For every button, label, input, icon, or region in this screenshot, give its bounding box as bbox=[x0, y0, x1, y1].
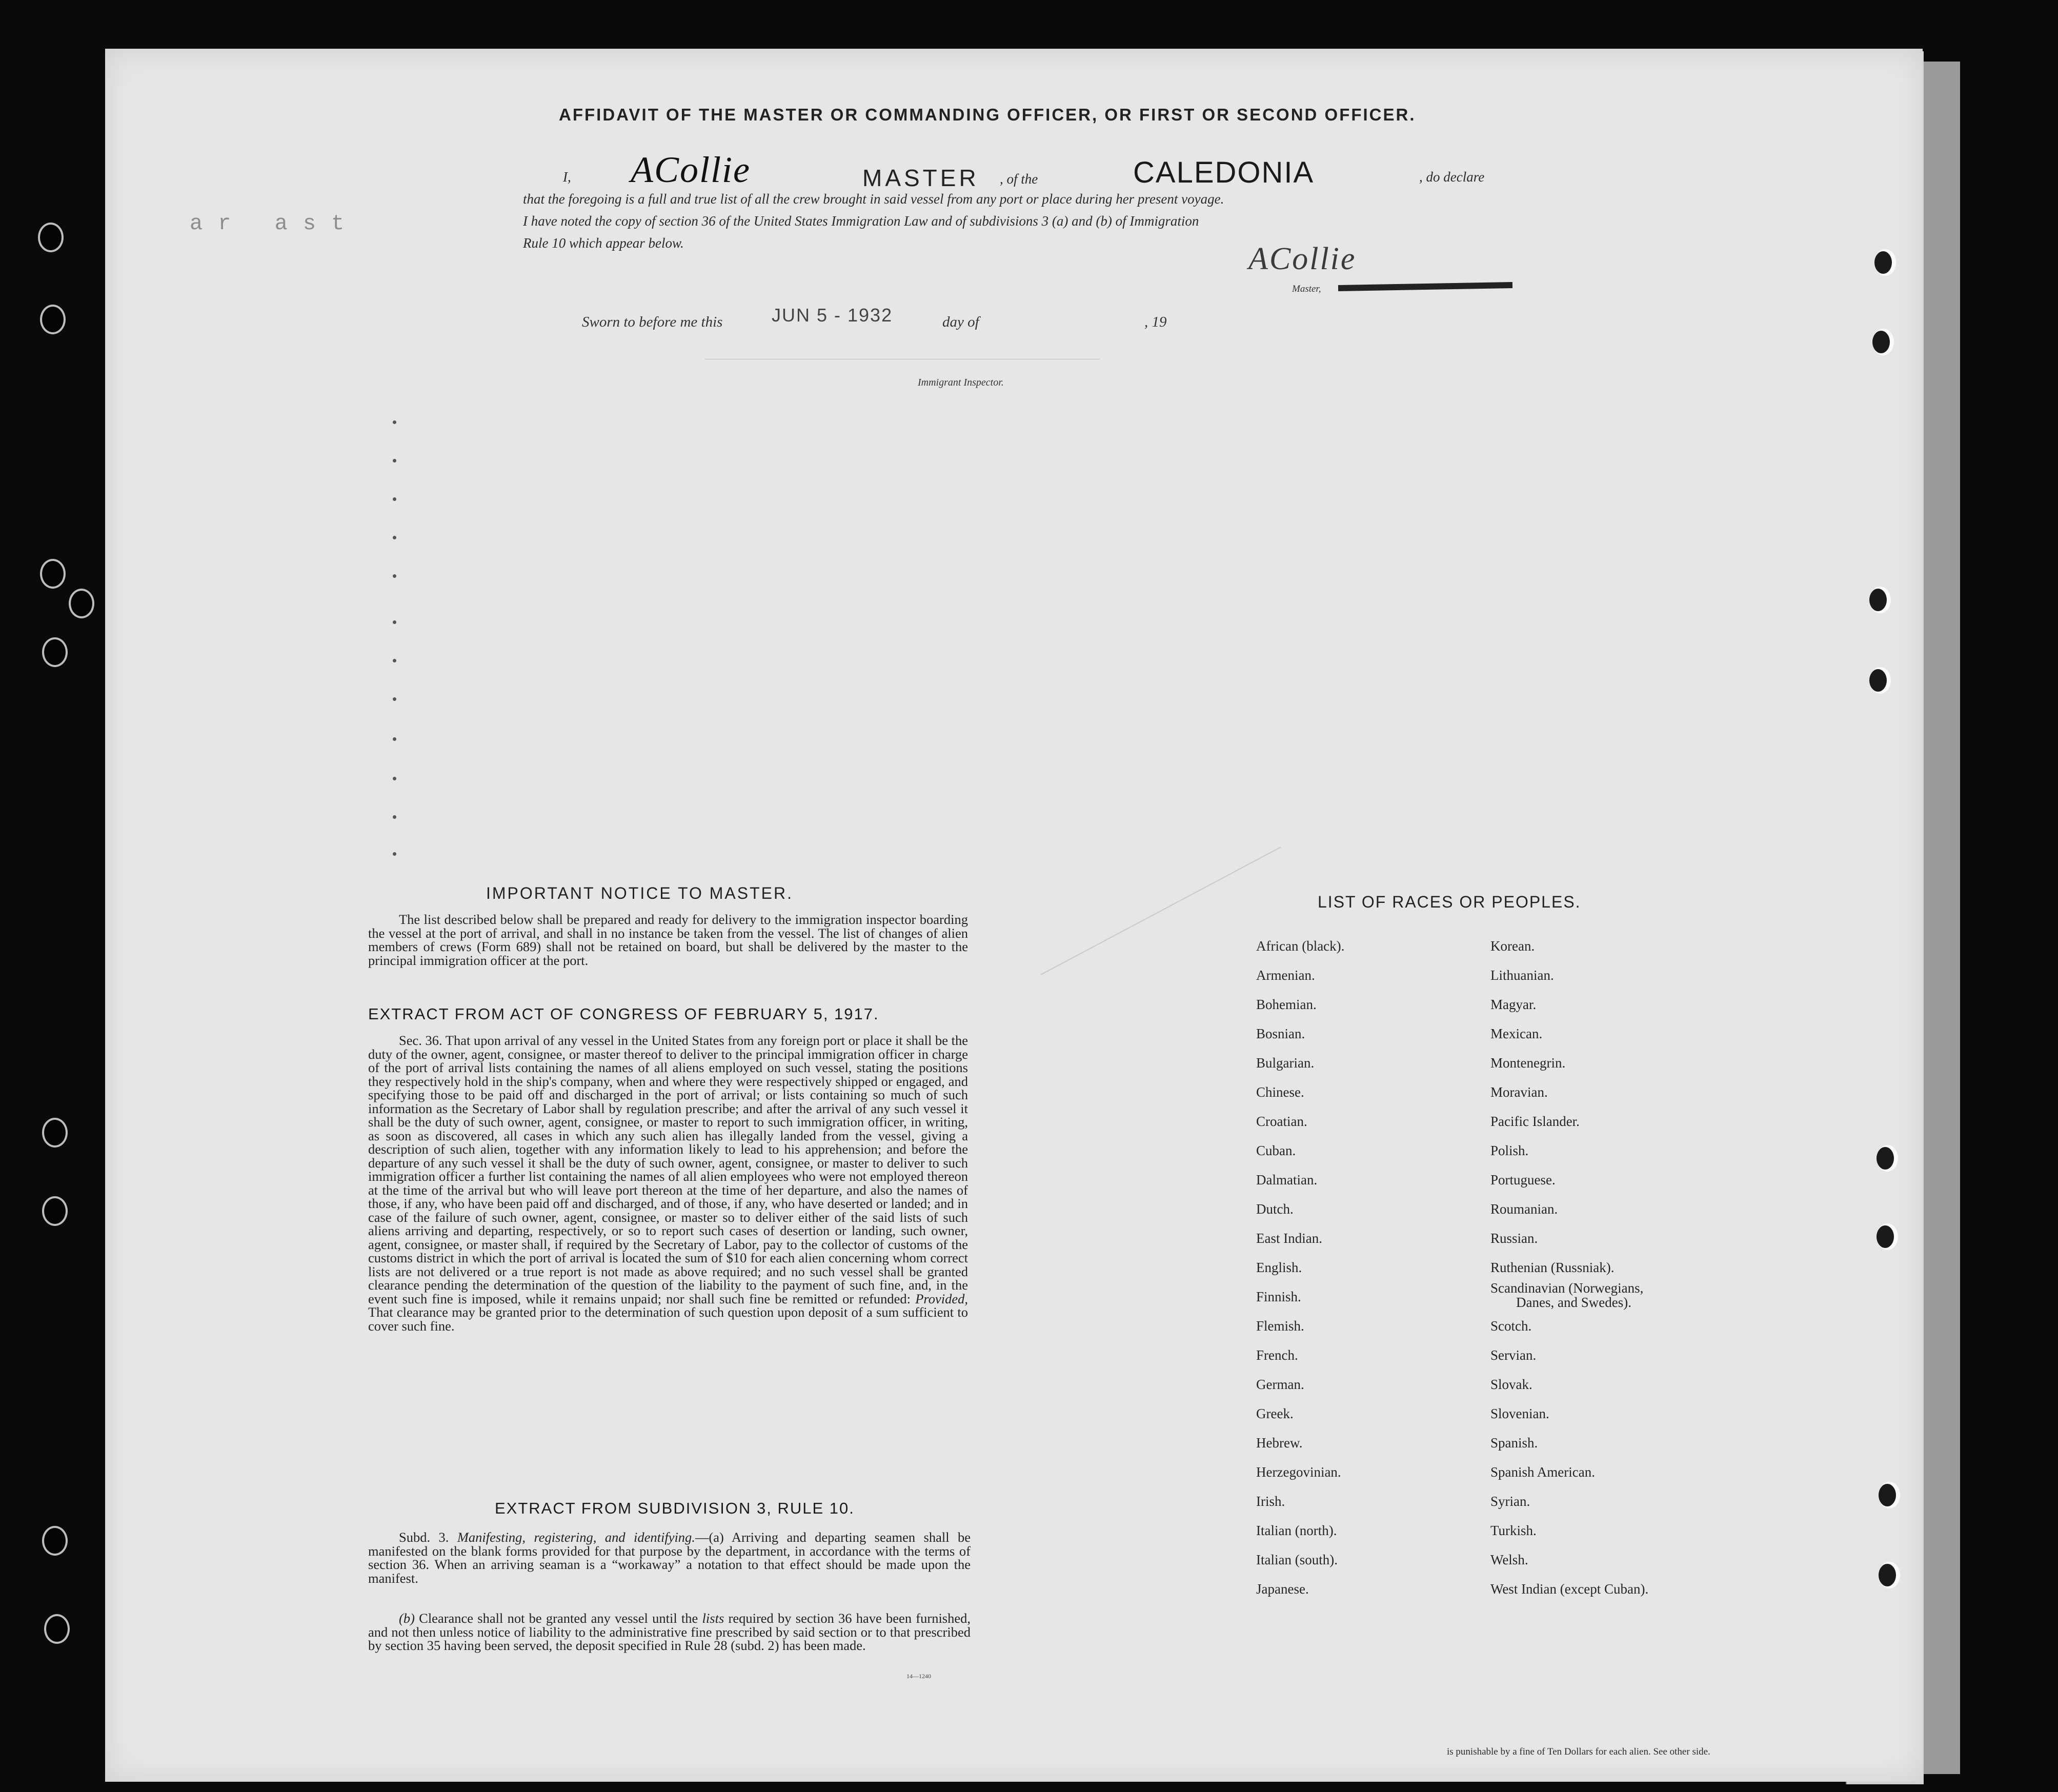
ship-name: CALEDONIA bbox=[1133, 156, 1315, 189]
row-marker bbox=[393, 497, 396, 501]
punch-hole bbox=[71, 591, 92, 616]
race-item: German. bbox=[1256, 1377, 1304, 1392]
punch-hole bbox=[1874, 251, 1892, 274]
punch-hole bbox=[1879, 1564, 1896, 1586]
race-item: Polish. bbox=[1490, 1143, 1529, 1158]
punch-hole bbox=[44, 1120, 66, 1145]
subd-b-label: (b) bbox=[399, 1610, 415, 1626]
race-item: Danes, and Swedes). bbox=[1516, 1295, 1631, 1310]
punch-hole bbox=[42, 561, 64, 587]
master-signature-2: ACollie bbox=[1248, 241, 1357, 276]
notice-title: IMPORTANT NOTICE TO MASTER. bbox=[486, 884, 793, 902]
race-item: Pacific Islander. bbox=[1490, 1114, 1580, 1129]
sworn-label: Sworn to before me this bbox=[582, 314, 723, 330]
punch-hole bbox=[1879, 1484, 1896, 1506]
race-item: Turkish. bbox=[1490, 1523, 1537, 1538]
race-item: Russian. bbox=[1490, 1231, 1538, 1246]
day-of-label: day of bbox=[942, 314, 979, 330]
punch-hole bbox=[1877, 1147, 1894, 1170]
race-item: Flemish. bbox=[1256, 1318, 1304, 1334]
row-marker bbox=[393, 420, 396, 424]
declaration-line-1: that the foregoing is a full and true list of all the crew brought in said vessel from any port or place during her present voyage. bbox=[523, 191, 1224, 207]
race-item: West Indian (except Cuban). bbox=[1490, 1581, 1649, 1597]
subd-b-text-2: required by section 36 have been furnished, and not then unless notice of liability to the administrative fine prescribed by said section or to that prescribed by section 35 having been served, the deposit specified in Rule 28 (subd. 2) has been made. bbox=[368, 1610, 971, 1653]
row-marker bbox=[393, 737, 396, 741]
race-item: Scandinavian (Norwegians, bbox=[1490, 1280, 1644, 1296]
punch-hole bbox=[44, 1528, 66, 1554]
race-item: Hebrew. bbox=[1256, 1435, 1303, 1451]
row-marker bbox=[393, 620, 396, 624]
row-marker bbox=[393, 697, 396, 701]
notice-body: The list described below shall be prepared and ready for delivery to the immigration inspector boarding the vessel at the port of arrival, and shall in no instance be taken from the vessel. The list of changes of alien members of crews (Form 689) shall not be retained on board, but shall be delivered by the master to the principal immigration officer at the port. bbox=[368, 912, 968, 968]
punch-hole bbox=[42, 307, 64, 332]
race-item: Bohemian. bbox=[1256, 997, 1317, 1012]
subd-b-lists: lists bbox=[702, 1610, 724, 1626]
row-marker bbox=[393, 777, 396, 780]
subd-label: Subd. 3. bbox=[399, 1529, 449, 1545]
race-item: Japanese. bbox=[1256, 1581, 1309, 1597]
race-item: French. bbox=[1256, 1347, 1298, 1363]
year-label: , 19 bbox=[1144, 314, 1167, 330]
subdivision-a bbox=[368, 1531, 971, 1585]
punch-hole bbox=[44, 639, 66, 665]
race-item: Finnish. bbox=[1256, 1289, 1301, 1304]
race-item: Spanish American. bbox=[1490, 1464, 1595, 1480]
declaration-line-3: Rule 10 which appear below. bbox=[523, 235, 684, 251]
row-marker bbox=[393, 852, 396, 856]
section-body-end: That clearance may be granted prior to the determination of such question upon deposit of a sum sufficient to cover such fine. bbox=[368, 1304, 968, 1334]
date-stamp: JUN 5 - 1932 bbox=[772, 305, 893, 326]
row-marker bbox=[393, 459, 396, 462]
race-item: Irish. bbox=[1256, 1494, 1285, 1509]
section-label: Sec. 36. bbox=[399, 1033, 442, 1048]
race-item: East Indian. bbox=[1256, 1231, 1322, 1246]
inspector-caption: Immigrant Inspector. bbox=[918, 377, 1004, 388]
race-item: Greek. bbox=[1256, 1406, 1294, 1421]
race-item: Slovenian. bbox=[1490, 1406, 1549, 1421]
punch-hole bbox=[40, 225, 62, 250]
race-item: Roumanian. bbox=[1490, 1201, 1558, 1217]
races-title: LIST OF RACES OR PEOPLES. bbox=[1318, 893, 1581, 911]
row-marker bbox=[393, 659, 396, 662]
race-item: Cuban. bbox=[1256, 1143, 1296, 1158]
race-item: Lithuanian. bbox=[1490, 968, 1554, 983]
punch-hole bbox=[44, 1198, 66, 1224]
punch-hole bbox=[46, 1616, 68, 1642]
form-number: 14—1240 bbox=[906, 1673, 931, 1680]
subd-heading: Manifesting, registering, and identifying. bbox=[457, 1529, 695, 1545]
race-item: Slovak. bbox=[1490, 1377, 1532, 1392]
race-item: Italian (north). bbox=[1256, 1523, 1337, 1538]
provided-word: Provided, bbox=[915, 1291, 968, 1306]
race-item: Bosnian. bbox=[1256, 1026, 1305, 1041]
affidavit-title: AFFIDAVIT OF THE MASTER OR COMMANDING OFFICER, OR FIRST OR SECOND OFFICER. bbox=[559, 105, 1416, 124]
faint-bleedthrough-mark: ar ast bbox=[190, 211, 360, 236]
race-item: Italian (south). bbox=[1256, 1552, 1338, 1567]
race-item: Ruthenian (Russniak). bbox=[1490, 1260, 1615, 1275]
punch-hole bbox=[1872, 331, 1890, 353]
subdivision-b bbox=[368, 1612, 971, 1653]
race-item: Scotch. bbox=[1490, 1318, 1532, 1334]
race-item: Welsh. bbox=[1490, 1552, 1528, 1567]
punch-hole bbox=[1869, 669, 1887, 692]
punch-hole bbox=[1877, 1225, 1894, 1248]
race-item: Dutch. bbox=[1256, 1201, 1294, 1217]
race-item: Mexican. bbox=[1490, 1026, 1543, 1041]
notice-text bbox=[368, 913, 968, 967]
subd-a-text: Arriving and departing seamen shall be manifested on the blank forms provided for that purpose by the department, in accordance with the terms of section 36. When an arriving seaman is a “workaway” a notation to that effect should be made upon the manifest. bbox=[368, 1529, 971, 1586]
row-marker bbox=[393, 574, 396, 578]
race-item: Chinese. bbox=[1256, 1084, 1304, 1100]
declaration-i: I, bbox=[563, 169, 571, 185]
master-label: MASTER bbox=[862, 165, 979, 191]
race-item: Korean. bbox=[1490, 938, 1535, 954]
row-marker bbox=[393, 815, 396, 819]
race-item: Magyar. bbox=[1490, 997, 1537, 1012]
subd-b-text-1: Clearance shall not be granted any vessel until the bbox=[419, 1610, 698, 1626]
master-caption: Master, bbox=[1292, 284, 1321, 294]
subd-a-label: —(a) bbox=[695, 1529, 724, 1545]
race-item: African (black). bbox=[1256, 938, 1345, 954]
race-item: Portuguese. bbox=[1490, 1172, 1556, 1187]
extract-act-text bbox=[368, 1034, 968, 1333]
do-declare-label: , do declare bbox=[1419, 169, 1485, 185]
of-the-label: , of the bbox=[1000, 171, 1038, 187]
declaration-line-2: I have noted the copy of section 36 of the United States Immigration Law and of subdivisions 3 (a) and (b) of Immigration bbox=[523, 213, 1199, 229]
race-item: Montenegrin. bbox=[1490, 1055, 1566, 1071]
race-item: English. bbox=[1256, 1260, 1302, 1275]
race-item: Armenian. bbox=[1256, 968, 1315, 983]
race-item: Moravian. bbox=[1490, 1084, 1548, 1100]
race-item: Syrian. bbox=[1490, 1494, 1530, 1509]
race-item: Herzegovinian. bbox=[1256, 1464, 1341, 1480]
race-item: Dalmatian. bbox=[1256, 1172, 1318, 1187]
race-item: Bulgarian. bbox=[1256, 1055, 1315, 1071]
master-signature: ACollie bbox=[631, 149, 751, 190]
race-item: Spanish. bbox=[1490, 1435, 1538, 1451]
extract-act-title: EXTRACT FROM ACT OF CONGRESS OF FEBRUARY 5, 1917. bbox=[368, 1005, 879, 1023]
row-marker bbox=[393, 536, 396, 539]
extract-rule-title: EXTRACT FROM SUBDIVISION 3, RULE 10. bbox=[495, 1499, 855, 1517]
punch-hole bbox=[1869, 589, 1887, 611]
race-item: Croatian. bbox=[1256, 1114, 1307, 1129]
race-item: Servian. bbox=[1490, 1347, 1537, 1363]
section-body: That upon arrival of any vessel in the United States from any foreign port or place it shall be the duty of the owner, agent, consignee, or master thereof to deliver to the principal immigration officer in charge of the port of arrival lists containing the names of all aliens employed on such vessel, stating the positions they respectively hold in the ship's company, when and where they were respectively shipped or engaged, and specifying those to be paid off and discharged in the port of arrival; or lists containing so much of such information as the Secretary of Labor shall by regulation prescribe; and after the arrival of any such vessel it shall be the duty of such owner, agent, consignee, or master to report to such immigration officer, in writing, as soon as discovered, all cases in which any such alien has illegally landed from the vessel, giving a description of such alien, together with any information likely to lead to his apprehension; and before the departure of any such vessel it shall be the duty of such owner, agent, consignee, or master to deliver to such immigration officer a further list containing the names of all alien employees who were not employed thereon at the time of the arrival but who will leave port thereon at the time of her departure, and also the names of those, if any, who have been paid off and discharged, and of those, if any, who have deserted or landed; and in case of the failure of such owner, agent, consignee, or master so to deliver either of the said lists of such aliens arriving and departing, respectively, or so to report such cases of desertion or landing, such owner, agent, consignee, or master shall, if required by the Secretary of Labor, pay to the collector of customs of the customs district in which the port of arrival is located the sum of $10 for each alien concerning whom correct lists are not delivered or a true report is not made as above required; and no such vessel shall be granted clearance pending the determination of the question of the liability to the payment of such fine, and, in the event such fine is imposed, while it remains unpaid; nor shall such fine be remitted or refunded: bbox=[368, 1033, 969, 1306]
footer-note: is punishable by a fine of Ten Dollars for each alien. See other side. bbox=[1447, 1746, 1710, 1757]
